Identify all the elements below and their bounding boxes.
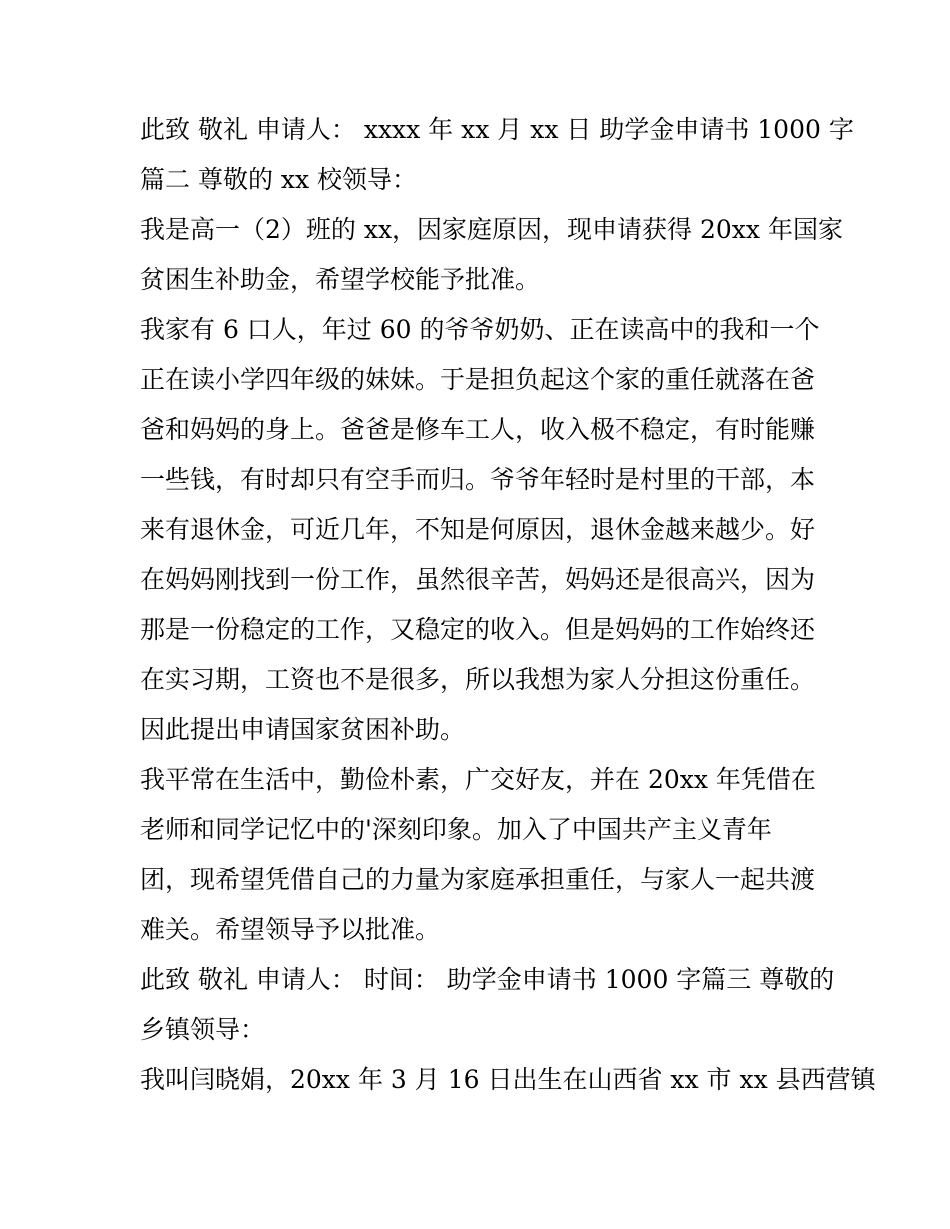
text-line: 贫困生补助金，希望学校能予批准。 (140, 265, 541, 294)
text-line: 我叫闫晓娟，20xx 年 3 月 16 日出生在山西省 xx 市 xx 县西营镇 (140, 1065, 876, 1094)
text-line: 我家有 6 口人，年过 60 的爷爷奶奶、正在读高中的我和一个 (140, 315, 820, 344)
text-line: 爸和妈妈的身上。爸爸是修车工人，收入极不稳定，有时能赚 (140, 415, 816, 444)
text-line: 篇二 尊敬的 xx 校领导： (140, 165, 418, 194)
text-line: 此致 敬礼 申请人： 时间： 助学金申请书 1000 字篇三 尊敬的 (140, 965, 835, 994)
text-line: 难关。希望领导予以批准。 (140, 915, 441, 944)
text-line: 在妈妈刚找到一份工作，虽然很辛苦，妈妈还是很高兴，因为 (140, 565, 816, 594)
text-line: 一些钱，有时却只有空手而归。爷爷年轻时是村里的干部，本 (140, 465, 816, 494)
text-line: 来有退休金，可近几年，不知是何原因，退休金越来越少。好 (140, 515, 816, 544)
text-line: 此致 敬礼 申请人： xxxx 年 xx 月 xx 日 助学金申请书 1000 字 (140, 115, 854, 144)
text-line: 那是一份稳定的工作，又稳定的收入。但是妈妈的工作始终还 (140, 615, 816, 644)
text-line: 老师和同学记忆中的'深刻印象。加入了中国共产主义青年 (140, 815, 772, 844)
text-line: 我是高一（2）班的 xx，因家庭原因，现申请获得 20xx 年国家 (140, 215, 843, 244)
text-line: 我平常在生活中，勤俭朴素，广交好友，并在 20xx 年凭借在 (140, 765, 816, 794)
text-line: 因此提出申请国家贫困补助。 (140, 715, 466, 744)
text-line: 正在读小学四年级的妹妹。于是担负起这个家的重任就落在爸 (140, 365, 816, 394)
text-line: 乡镇领导： (140, 1015, 266, 1044)
text-line: 在实习期，工资也不是很多，所以我想为家人分担这份重任。 (140, 665, 816, 694)
text-line: 团，现希望凭借自己的力量为家庭承担重任，与家人一起共渡 (140, 865, 816, 894)
